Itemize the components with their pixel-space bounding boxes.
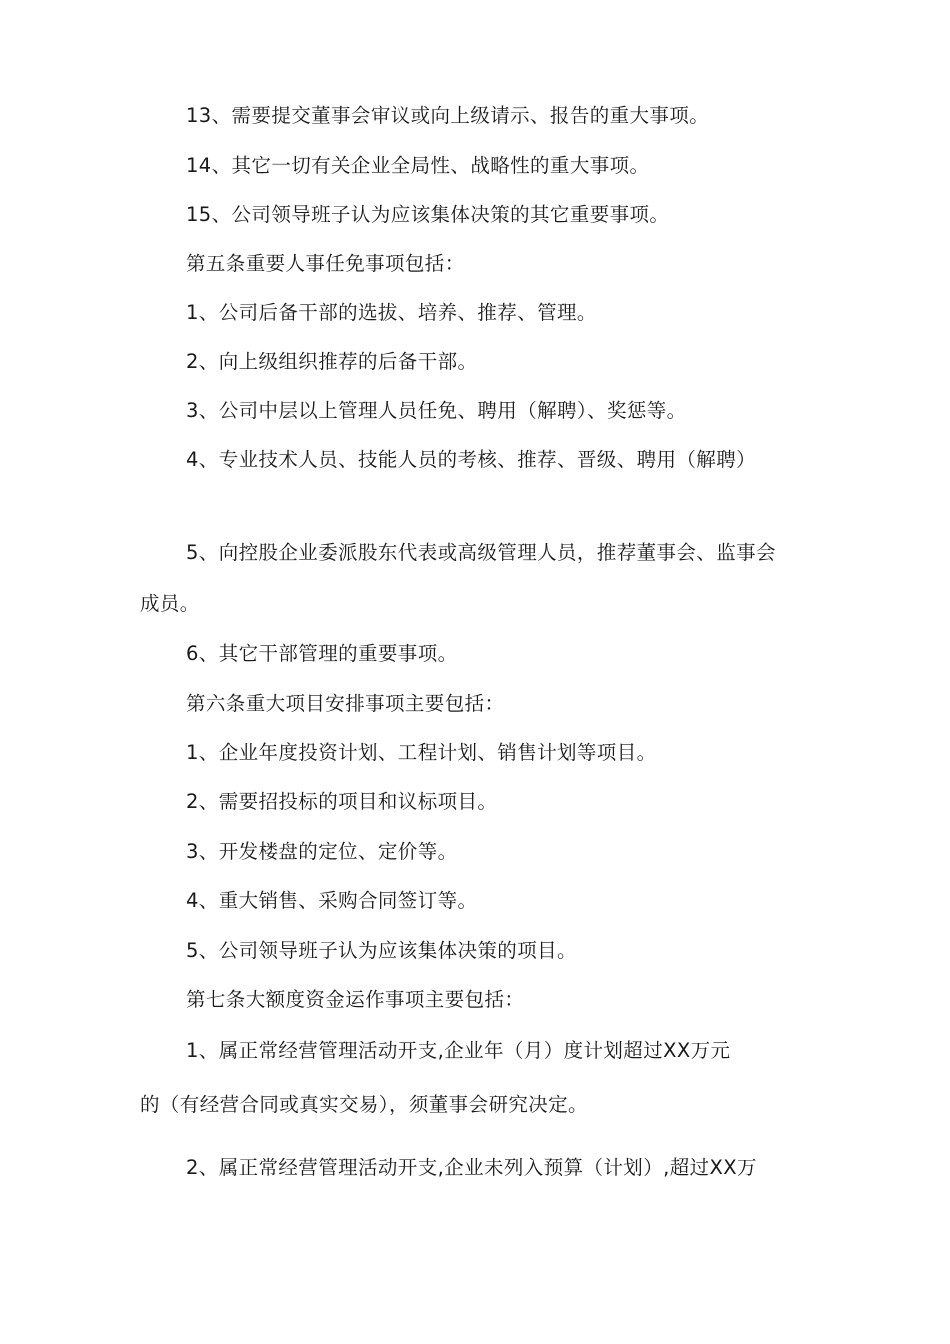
text-line-a5-item-3: 3、公司中层以上管理人员任免、聘用（解聘）、奖惩等。: [186, 399, 687, 422]
text-line-item-14: 14、其它一切有关企业全局性、战略性的重大事项。: [186, 154, 650, 177]
text-line-a6-item-1: 1、企业年度投资计划、工程计划、销售计划等项目。: [186, 741, 657, 764]
text-line-a6-item-4: 4、重大销售、采购合同签订等。: [186, 889, 478, 912]
text-line-a6-item-5: 5、公司领导班子认为应该集体决策的项目。: [186, 939, 577, 962]
text-line-item-15: 15、公司领导班子认为应该集体决策的其它重要事项。: [186, 203, 670, 226]
article-5-heading: 第五条重要人事任免事项包括：: [186, 252, 465, 275]
text-line-a7-item-1: 1、属正常经营管理活动开支,企业年（月）度计划超过XX万元: [186, 1039, 731, 1062]
text-line-a5-item-5: 5、向控股企业委派股东代表或高级管理人员，推荐董事会、监事会: [186, 541, 776, 564]
text-line-a6-item-3: 3、开发楼盘的定位、定价等。: [186, 840, 458, 863]
text-line-item-13: 13、需要提交董事会审议或向上级请示、报告的重大事项。: [186, 104, 710, 127]
text-line-a6-item-2: 2、需要招投标的项目和议标项目。: [186, 790, 498, 813]
text-line-a5-item-5-cont: 成员。: [140, 592, 200, 615]
text-line-a7-item-2: 2、属正常经营管理活动开支,企业未列入预算（计划）,超过XX万: [186, 1156, 757, 1179]
text-line-a7-item-1-cont: 的（有经营合同或真实交易），须董事会研究决定。: [140, 1093, 588, 1116]
text-line-a5-item-1: 1、公司后备干部的选拔、培养、推荐、管理。: [186, 301, 597, 324]
article-7-heading: 第七条大额度资金运作事项主要包括：: [186, 988, 525, 1011]
text-line-a5-item-2: 2、向上级组织推荐的后备干部。: [186, 350, 478, 373]
text-line-a5-item-4: 4、专业技术人员、技能人员的考核、推荐、晋级、聘用（解聘）: [186, 448, 757, 471]
article-6-heading: 第六条重大项目安排事项主要包括：: [186, 692, 505, 715]
text-line-a5-item-6: 6、其它干部管理的重要事项。: [186, 642, 458, 665]
